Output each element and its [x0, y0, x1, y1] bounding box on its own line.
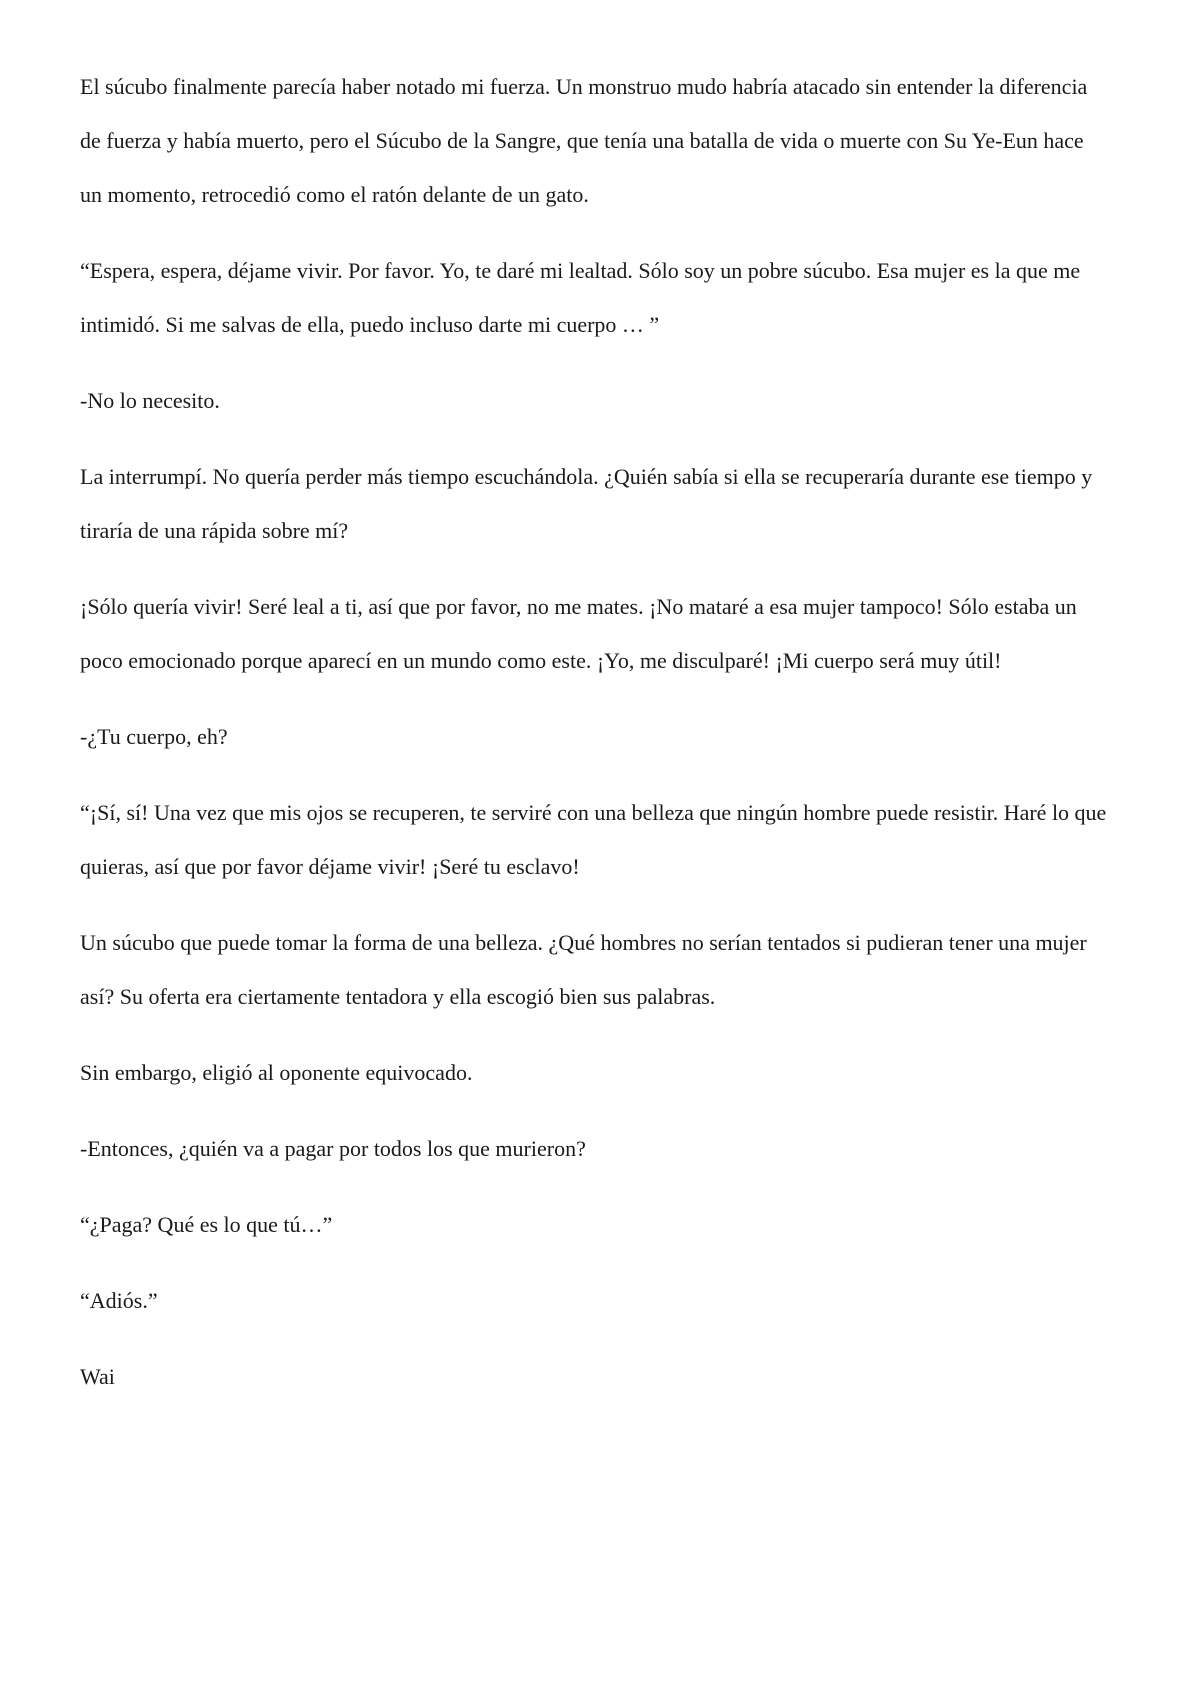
- paragraph: “¿Paga? Qué es lo que tú…”: [80, 1212, 333, 1237]
- paragraph: “Adiós.”: [80, 1288, 158, 1313]
- paragraph: Un súcubo que puede tomar la forma de una belleza. ¿Qué hombres no serían tentados si pudieran tener una mujer así? Su oferta era ciertamente tentadora y ella escogió bien sus palabras.: [80, 930, 1087, 1009]
- paragraph: ¡Sólo quería vivir! Seré leal a ti, así que por favor, no me mates. ¡No mataré a esa mujer tampoco! Sólo estaba un poco emocionado porque aparecí en un mundo como este. ¡Yo, me disculparé! ¡Mi cuerpo será muy útil!: [80, 594, 1077, 673]
- document-body: [80, 60, 1110, 1426]
- paragraph: Wai: [80, 1364, 115, 1389]
- paragraph: El súcubo finalmente parecía haber notado mi fuerza. Un monstruo mudo habría atacado sin entender la diferencia de fuerza y había muerto, pero el Súcubo de la Sangre, que tenía una batalla de vida o muerte con Su Ye-Eun hace un momento, retrocedió como el ratón delante de un gato.: [80, 74, 1088, 207]
- paragraph: -No lo necesito.: [80, 388, 220, 413]
- paragraph: “Espera, espera, déjame vivir. Por favor. Yo, te daré mi lealtad. Sólo soy un pobre súcubo. Esa mujer es la que me intimidó. Si me salvas de ella, puedo incluso darte mi cuerpo … ”: [80, 258, 1081, 337]
- paragraph: La interrumpí. No quería perder más tiempo escuchándola. ¿Quién sabía si ella se recuperaría durante ese tiempo y tiraría de una rápida sobre mí?: [80, 464, 1093, 543]
- paragraph: -¿Tu cuerpo, eh?: [80, 724, 228, 749]
- paragraph: Sin embargo, eligió al oponente equivocado.: [80, 1060, 473, 1085]
- paragraph: -Entonces, ¿quién va a pagar por todos los que murieron?: [80, 1136, 586, 1161]
- paragraph: “¡Sí, sí! Una vez que mis ojos se recuperen, te serviré con una belleza que ningún hombre puede resistir. Haré lo que quieras, así que por favor déjame vivir! ¡Seré tu esclavo!: [80, 800, 1107, 879]
